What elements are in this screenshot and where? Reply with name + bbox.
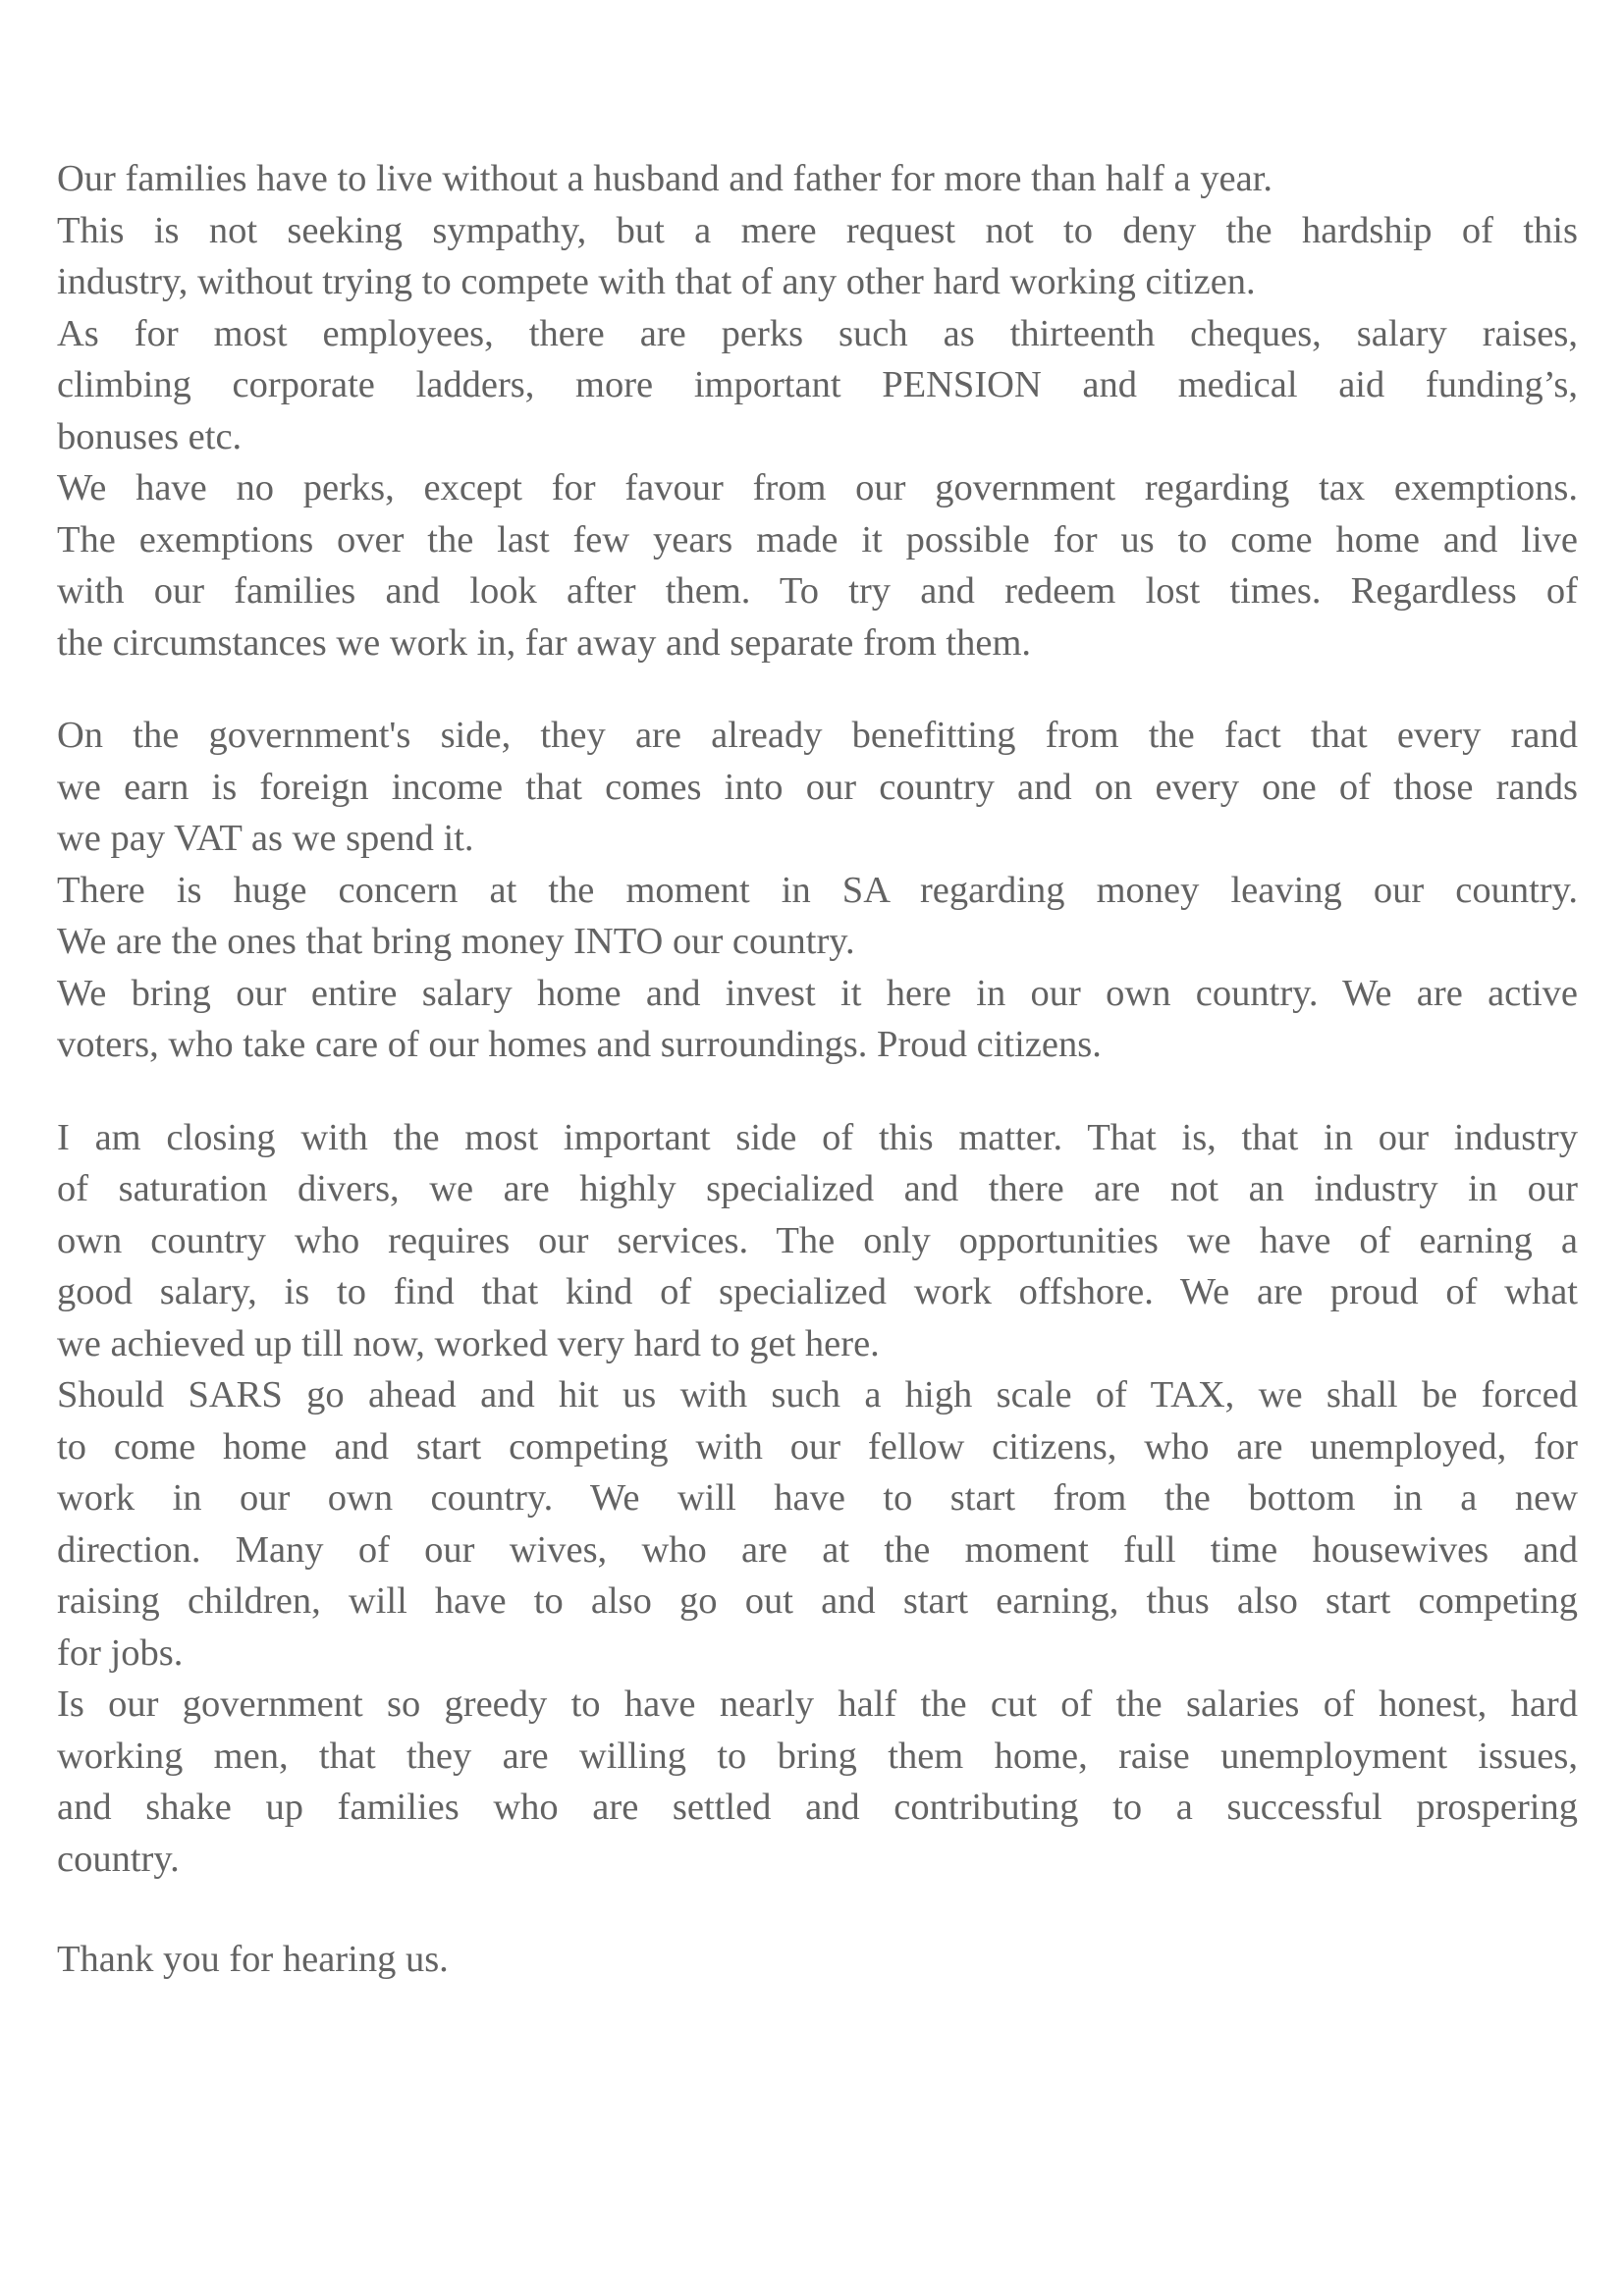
text-line: with our families and look after them. To try and redeem lost times. Regardless of — [57, 570, 1578, 612]
closing-line: Thank you for hearing us. — [57, 1939, 449, 1980]
text-line: and shake up families who are settled and contributing to a successful prospering — [57, 1787, 1578, 1828]
text-line: work in our own country. We will have to start from the bottom in a new — [57, 1477, 1578, 1519]
text-line: good salary, is to find that kind of specialized work offshore. We are proud of what — [57, 1271, 1578, 1312]
text-line: for jobs. — [57, 1631, 184, 1674]
text-line: we earn is foreign income that comes into our country and on every one of those rands — [57, 766, 1578, 808]
text-line: of saturation divers, we are highly specialized and there are not an industry in our — [57, 1168, 1578, 1209]
text-line: bonuses etc. — [57, 415, 243, 457]
text-line: This is not seeking sympathy, but a mere request not to deny the hardship of this — [57, 209, 1578, 251]
text-line: industry, without trying to compete with that of any other hard working citizen. — [57, 261, 1256, 302]
text-line: Should SARS go ahead and hit us with such a high scale of TAX, we shall be forced — [57, 1374, 1578, 1415]
text-line: We have no perks, except for favour from our government regarding tax exemptions. — [57, 467, 1578, 508]
text-line: The exemptions over the last few years made it possible for us to come home and live — [57, 518, 1578, 561]
text-line: raising children, will have to also go out and start earning, thus also start competing — [57, 1580, 1578, 1622]
text-line: climbing corporate ladders, more important PENSION and medical aid funding’s, — [57, 364, 1578, 405]
text-line: the circumstances we work in, far away and separate from them. — [57, 621, 1032, 664]
document-page — [57, 153, 1578, 1986]
paragraph-hardship — [57, 153, 1578, 668]
paragraph-closing-argument — [57, 1112, 1578, 1886]
paragraph-thanks — [57, 1934, 1578, 1986]
text-line: working men, that they are willing to bring them home, raise unemployment issues, — [57, 1735, 1578, 1777]
text-line: There is huge concern at the moment in SA regarding money leaving our country. — [57, 869, 1578, 911]
text-line: Our families have to live without a husband and father for more than half a year. — [57, 158, 1272, 199]
text-line: direction. Many of our wives, who are at the moment full time housewives and — [57, 1528, 1578, 1571]
text-line: to come home and start competing with our fellow citizens, who are unemployed, for — [57, 1425, 1578, 1468]
text-line: own country who requires our services. The only opportunities we have of earning a — [57, 1219, 1578, 1261]
text-line: I am closing with the most important side of this matter. That is, that in our industry — [57, 1116, 1578, 1158]
text-line: we pay VAT as we spend it. — [57, 818, 474, 859]
text-line: On the government's side, they are already benefitting from the fact that every rand — [57, 715, 1578, 756]
text-line: voters, who take care of our homes and surroundings. Proud citizens. — [57, 1024, 1102, 1065]
text-line: country. — [57, 1838, 180, 1880]
text-line: As for most employees, there are perks such as thirteenth cheques, salary raises, — [57, 312, 1578, 354]
text-line: Is our government so greedy to have nearly half the cut of the salaries of honest, hard — [57, 1683, 1578, 1725]
text-line: we achieved up till now, worked very hard to get here. — [57, 1322, 880, 1364]
text-line: We are the ones that bring money INTO our country. — [57, 921, 855, 962]
text-line: We bring our entire salary home and invest it here in our own country. We are active — [57, 972, 1578, 1014]
paragraph-government-benefit — [57, 710, 1578, 1071]
